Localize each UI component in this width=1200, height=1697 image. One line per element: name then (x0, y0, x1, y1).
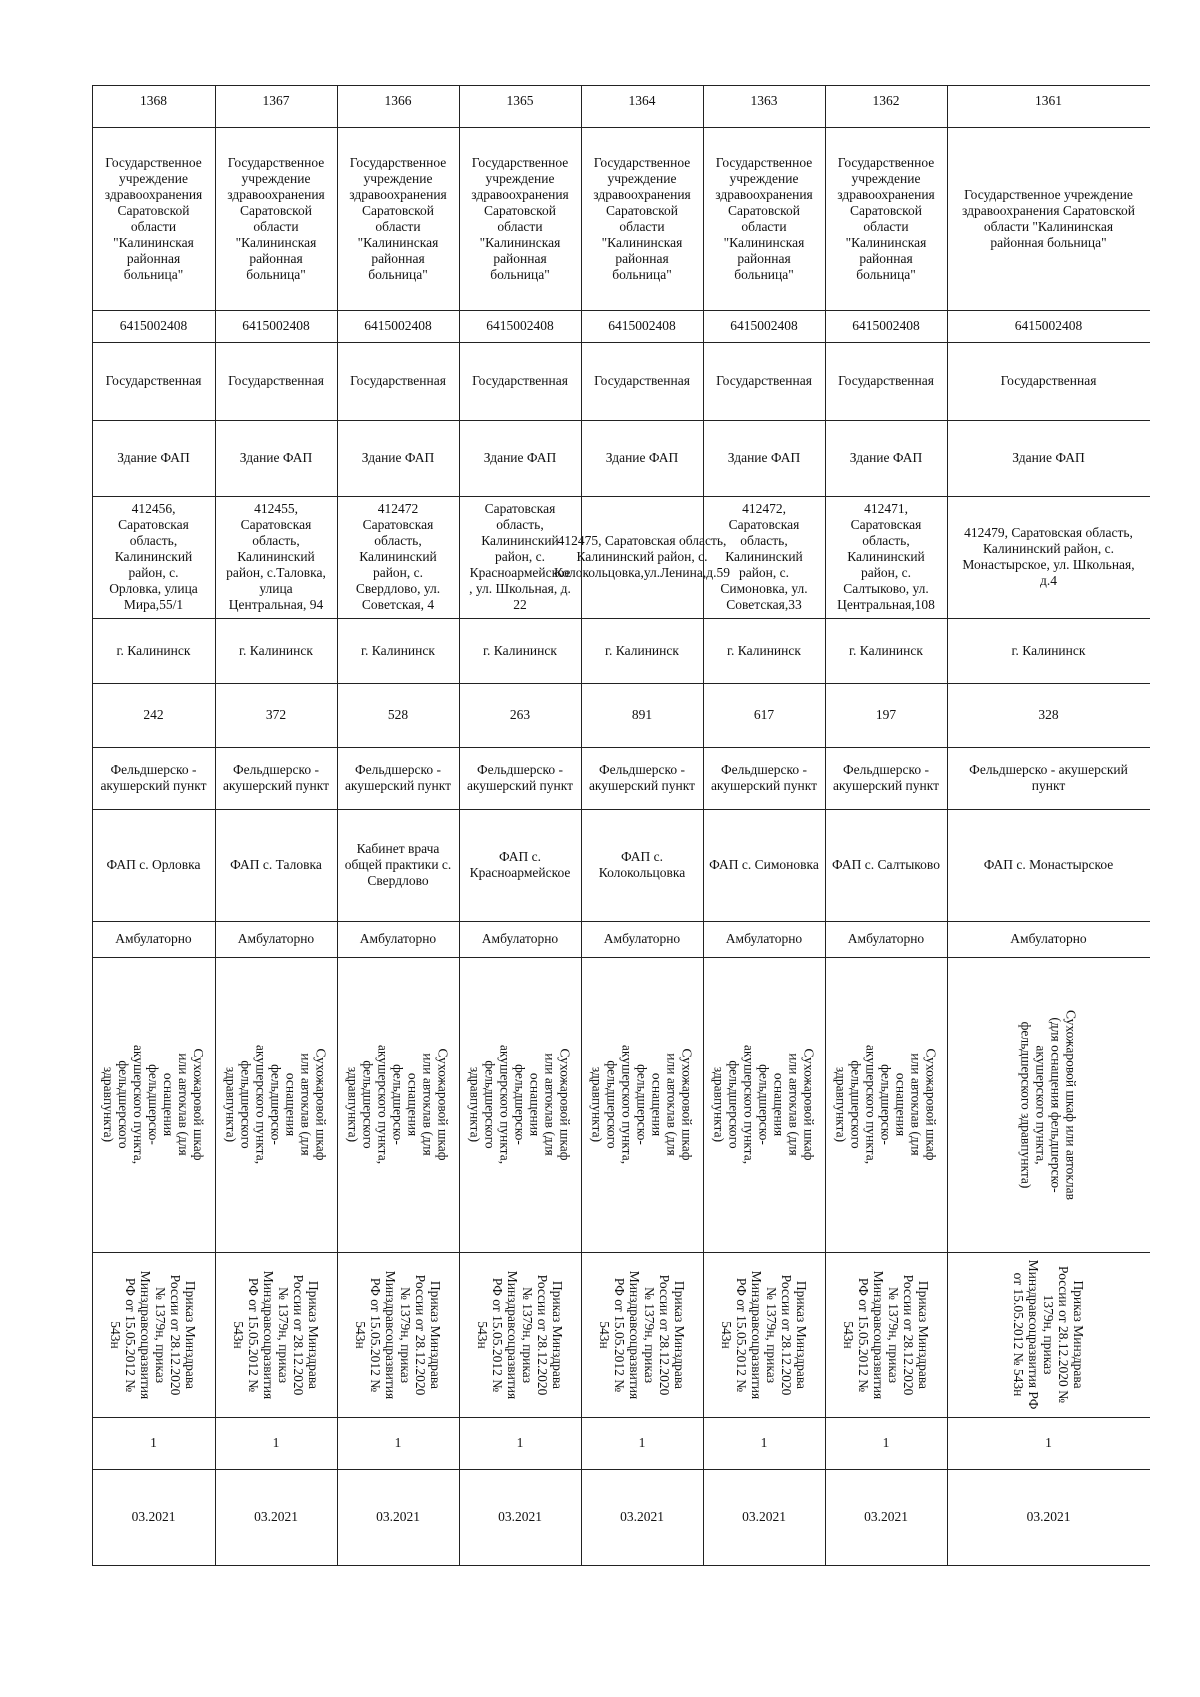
equipment-text: Сухожаровой шкаф или автоклав (для оснащения фельдшерско-акушерского пункта, фельдшерского здравпункта) (711, 1044, 817, 1165)
cell-equipment (581, 957, 703, 1252)
cell-number: 1365 (506, 93, 534, 108)
cell-regulation (92, 1252, 215, 1417)
cell-quantity: 1 (760, 1435, 768, 1450)
cell-object: Здание ФАП (483, 450, 557, 465)
regulation-text: Приказ Минздрава России от 28.12.2020 № 1379н, приказ Минздравсоцразвития РФ от 15.05.2012 № 543н (1011, 1259, 1086, 1410)
cell-facility-name: ФАП с. Колокольцовка (598, 849, 686, 880)
cell-address: 412471, Саратовская область, Калининский район, с. Салтыково, ул. Центральная,108 (837, 501, 935, 612)
cell-locality: г. Калининск (1011, 642, 1086, 658)
cell-organization: Государственное учреждение здравоохранения Саратовской области "Калининская районная больница" (104, 154, 203, 282)
cell-object: Здание ФАП (727, 450, 801, 465)
cell-inn: 6415002408 (486, 318, 554, 333)
cell-quantity: 1 (394, 1435, 402, 1450)
cell-locality: г. Калининск (239, 642, 313, 658)
cell-facility-name: ФАП с. Орловка (106, 857, 201, 872)
cell-address: 412479, Саратовская область, Калининский район, с. Монастырское, ул. Школьная, д.4 (962, 525, 1135, 588)
cell-date: 03.2021 (498, 1509, 542, 1524)
cell-equipment (459, 957, 581, 1252)
cell-quantity: 1 (1045, 1435, 1052, 1450)
cell-inn: 6415002408 (119, 318, 188, 333)
cell-regulation (459, 1252, 581, 1417)
cell-number: 1364 (628, 93, 656, 108)
cell-organization: Государственное учреждение здравоохранения Саратовской области "Калининская районная больница" (593, 154, 691, 282)
cell-care-form: Амбулаторно (115, 931, 192, 946)
cell-ownership: Государственная (105, 373, 202, 388)
cell-object: Здание ФАП (1012, 450, 1085, 465)
cell-facility-type: Фельдшерско - акушерский пункт (100, 762, 207, 793)
cell-facility-name: ФАП с. Симоновка (709, 857, 819, 872)
cell-object: Здание ФАП (605, 450, 679, 465)
cell-quantity: 1 (272, 1435, 280, 1450)
row-rule (92, 1565, 1150, 1566)
cell-population: 242 (143, 707, 164, 722)
cell-regulation (337, 1252, 459, 1417)
cell-date: 03.2021 (864, 1509, 908, 1524)
regulation-text: Приказ Минздрава России от 28.12.2020 № 1379н, приказ Минздравсоцразвития РФ от 15.05.2012 № 543н (353, 1270, 444, 1399)
cell-care-form: Амбулаторно (725, 931, 803, 946)
cell-facility-type: Фельдшерско - акушерский пункт (588, 762, 696, 793)
cell-organization: Государственное учреждение здравоохранения Саратовской области "Калининская районная больница" (837, 154, 935, 282)
cell-ownership: Государственная (472, 373, 568, 388)
equipment-text: Сухожаровой шкаф или автоклав (для оснащения фельдшерско-акушерского пункта, фельдшерского здравпункта) (589, 1044, 695, 1165)
cell-inn: 6415002408 (364, 318, 432, 333)
cell-address: 412455, Саратовская область, Калининский район, с.Таловка, улица Центральная, 94 (226, 501, 326, 612)
cell-facility-name: ФАП с. Красноармейское (469, 849, 571, 880)
cell-number: 1366 (384, 93, 412, 108)
regulation-text: Приказ Минздрава России от 28.12.2020 № 1379н, приказ Минздравсоцразвития РФ от 15.05.2012 № 543н (108, 1270, 199, 1399)
cell-quantity: 1 (516, 1435, 524, 1450)
cell-facility-name: ФАП с. Монастырское (983, 857, 1114, 872)
cell-address: 412475, Саратовская область, Калининский район, с. Колокольцовка,ул.Ленина,д.59 (554, 533, 730, 580)
cell-ownership: Государственная (594, 373, 690, 388)
cell-population: 891 (631, 707, 653, 722)
cell-regulation (581, 1252, 703, 1417)
cell-equipment (703, 957, 825, 1252)
cell-inn: 6415002408 (242, 318, 310, 333)
cell-object: Здание ФАП (849, 450, 923, 465)
cell-equipment (337, 957, 459, 1252)
cell-regulation (947, 1252, 1150, 1417)
cell-locality: г. Калининск (361, 642, 435, 658)
cell-facility-name: ФАП с. Салтыково (832, 857, 940, 872)
equipment-text: Сухожаровой шкаф или автоклав (для оснащения фельдшерско-акушерского пункта, фельдшерского здравпункта) (467, 1044, 573, 1165)
cell-number: 1361 (1035, 93, 1062, 108)
cell-ownership: Государственная (228, 373, 324, 388)
cell-population: 197 (875, 707, 897, 722)
cell-quantity: 1 (882, 1435, 890, 1450)
cell-facility-type: Фельдшерско - акушерский пункт (466, 762, 574, 793)
regulation-text: Приказ Минздрава России от 28.12.2020 № 1379н, приказ Минздравсоцразвития РФ от 15.05.2012 № 543н (597, 1270, 688, 1399)
cell-date: 03.2021 (620, 1509, 664, 1524)
cell-number: 1367 (262, 93, 290, 108)
cell-care-form: Амбулаторно (847, 931, 925, 946)
cell-facility-type: Фельдшерско - акушерский пункт (969, 762, 1128, 793)
cell-ownership: Государственная (838, 373, 934, 388)
cell-ownership: Государственная (1000, 373, 1097, 388)
cell-inn: 6415002408 (608, 318, 676, 333)
regulation-text: Приказ Минздрава России от 28.12.2020 № 1379н, приказ Минздравсоцразвития РФ от 15.05.2012 № 543н (719, 1270, 810, 1399)
cell-address: Саратовская область, Калининский район, с. Красноармейское , ул. Школьная, д. 22 (469, 501, 571, 612)
cell-equipment (92, 957, 215, 1252)
cell-address: 412472 Саратовская область, Калининский район, с. Свердлово, ул. Советская, 4 (355, 501, 441, 612)
regulation-text: Приказ Минздрава России от 28.12.2020 № 1379н, приказ Минздравсоцразвития РФ от 15.05.2012 № 543н (841, 1270, 932, 1399)
cell-object: Здание ФАП (239, 450, 313, 465)
cell-care-form: Амбулаторно (603, 931, 681, 946)
cell-locality: г. Калининск (605, 642, 679, 658)
cell-organization: Государственное учреждение здравоохранения Саратовской области "Калининская районная больница" (227, 154, 325, 282)
cell-number: 1363 (750, 93, 778, 108)
cell-object: Здание ФАП (117, 450, 190, 465)
cell-number: 1362 (872, 93, 900, 108)
cell-equipment (215, 957, 337, 1252)
cell-facility-name: Кабинет врача общей практики с. Свердлово (344, 841, 452, 888)
equipment-text: Сухожаровой шкаф или автоклав (для оснащения фельдшерско-акушерского пункта, фельдшерского здравпункта) (345, 1044, 451, 1165)
cell-locality: г. Калининск (849, 642, 923, 658)
cell-locality: г. Калининск (483, 642, 557, 658)
cell-population: 528 (387, 707, 409, 722)
regulation-text: Приказ Минздрава России от 28.12.2020 № 1379н, приказ Минздравсоцразвития РФ от 15.05.2012 № 543н (231, 1270, 322, 1399)
cell-organization: Государственное учреждение здравоохранения Саратовской области "Калининская районная больница" (715, 154, 813, 282)
cell-care-form: Амбулаторно (237, 931, 315, 946)
cell-equipment (825, 957, 947, 1252)
cell-locality: г. Калининск (727, 642, 801, 658)
cell-facility-type: Фельдшерско - акушерский пункт (832, 762, 940, 793)
cell-date: 03.2021 (376, 1509, 420, 1524)
cell-inn: 6415002408 (852, 318, 920, 333)
cell-quantity: 1 (638, 1435, 646, 1450)
cell-care-form: Амбулаторно (359, 931, 437, 946)
cell-facility-type: Фельдшерско - акушерский пункт (344, 762, 452, 793)
cell-address: 412472, Саратовская область, Калининский район, с. Симоновка, ул. Советская,33 (720, 501, 808, 612)
cell-organization: Государственное учреждение здравоохранения Саратовской области "Калининская районная больница" (349, 154, 447, 282)
cell-organization: Государственное учреждение здравоохранения Саратовской области "Калининская районная больница" (471, 154, 569, 282)
cell-ownership: Государственная (716, 373, 812, 388)
cell-date: 03.2021 (1026, 1509, 1071, 1524)
cell-date: 03.2021 (742, 1509, 786, 1524)
cell-population: 617 (753, 707, 775, 722)
document-table (92, 85, 1150, 1685)
cell-ownership: Государственная (350, 373, 446, 388)
cell-regulation (825, 1252, 947, 1417)
cell-facility-type: Фельдшерско - акушерский пункт (710, 762, 818, 793)
cell-regulation (703, 1252, 825, 1417)
cell-number: 1368 (140, 93, 167, 108)
cell-locality: г. Калининск (116, 642, 191, 658)
cell-organization: Государственное учреждение здравоохранения Саратовской области "Калининская районная больница" (962, 186, 1135, 250)
cell-quantity: 1 (150, 1435, 157, 1450)
equipment-text: Сухожаровой шкаф или автоклав (для оснащения фельдшерско-акушерского пункта, фельдшерского здравпункта) (833, 1044, 939, 1165)
cell-care-form: Амбулаторно (481, 931, 559, 946)
cell-object: Здание ФАП (361, 450, 435, 465)
cell-equipment (947, 957, 1150, 1252)
cell-facility-name: ФАП с. Таловка (230, 857, 322, 872)
cell-date: 03.2021 (254, 1509, 298, 1524)
equipment-text: Сухожаровой шкаф или автоклав (для оснащения фельдшерско-акушерского пункта, фельдшерского здравпункта) (223, 1044, 329, 1165)
regulation-text: Приказ Минздрава России от 28.12.2020 № 1379н, приказ Минздравсоцразвития РФ от 15.05.2012 № 543н (475, 1270, 566, 1399)
cell-population: 328 (1038, 707, 1059, 722)
cell-facility-type: Фельдшерско - акушерский пункт (222, 762, 330, 793)
cell-address: 412456, Саратовская область, Калининский район, с. Орловка, улица Мира,55/1 (109, 501, 198, 612)
cell-population: 263 (509, 707, 531, 722)
cell-population: 372 (265, 707, 287, 722)
cell-care-form: Амбулаторно (1010, 931, 1087, 946)
cell-regulation (215, 1252, 337, 1417)
equipment-text: Сухожаровой шкаф или автоклав (для оснащения фельдшерско-акушерского пункта, фельдшерского здравпункта) (101, 1044, 206, 1165)
equipment-text: Сухожаровой шкаф или автоклав (для оснащения фельдшерско-акушерского пункта, фельдшерского здравпункта) (1018, 1009, 1079, 1200)
cell-inn: 6415002408 (730, 318, 798, 333)
cell-date: 03.2021 (131, 1509, 176, 1524)
cell-inn: 6415002408 (1014, 318, 1083, 333)
